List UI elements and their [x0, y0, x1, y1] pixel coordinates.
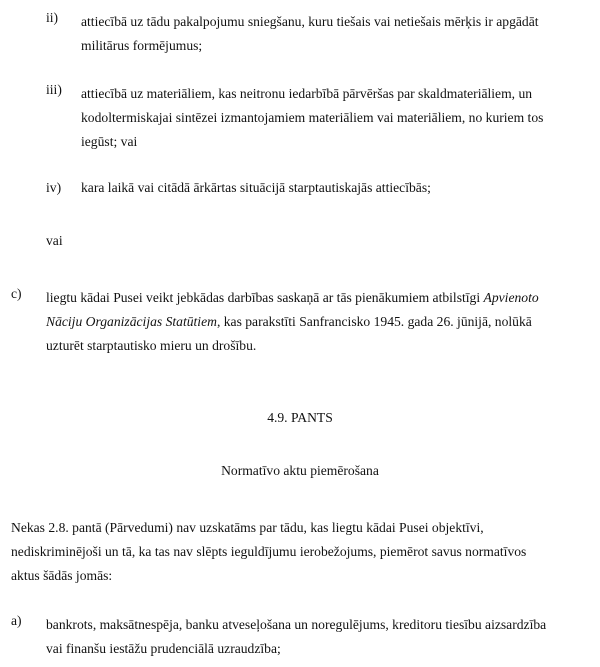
list-item-ii: [81, 10, 539, 58]
conjunction-vai: vai: [46, 233, 63, 248]
intro-line3: aktus šādās jomās:: [11, 568, 113, 583]
intro-line2: nediskriminējoši un tā, ka tas nav slēpts ieguldījumu ierobežojums, piemērot savus normatīvos: [11, 544, 527, 559]
intro-paragraph: [11, 516, 526, 588]
section-subheading: Normatīvo aktu piemērošana: [221, 463, 379, 478]
list-item-ii-line1: attiecībā uz tādu pakalpojumu sniegšanu, kuru tiešais vai netiešais mērķis ir apgādāt: [81, 14, 539, 29]
list-label-a: a): [11, 613, 22, 628]
list-item-c-line1-italic: Apvienoto: [483, 290, 539, 305]
list-label-ii: ii): [46, 10, 59, 25]
list-item-iii-line2: kodoltermiskajai sintēzei izmantojamiem materiāliem vai materiāliem, no kuriem tos: [81, 110, 544, 125]
list-item-ii-line2: militārus formējumus;: [81, 38, 203, 53]
list-item-iii-line3: iegūst; vai: [81, 134, 138, 149]
list-item-c-line1: [46, 286, 539, 310]
list-item-iii-line1: attiecībā uz materiāliem, kas neitronu iedarbībā pārvēršas par skaldmateriāliem, un: [81, 86, 533, 101]
intro-line1: Nekas 2.8. pantā (Pārvedumi) nav uzskatāms par tādu, kas liegtu kādai Pusei objektīvi,: [11, 520, 484, 535]
list-item-c-line3: uzturēt starptautisko mieru un drošību.: [46, 338, 257, 353]
list-item-c-line2-text: , kas parakstīti Sanfrancisko 1945. gada 26. jūnijā, nolūkā: [216, 314, 532, 329]
list-item-c-line2: [46, 310, 539, 334]
list-item-c-line2-italic: Nāciju Organizācijas Statūtiem: [46, 314, 217, 329]
list-item-c-line1-text: liegtu kādai Pusei veikt jebkādas darbības saskaņā ar tās pienākumiem atbilstīgi: [46, 290, 484, 305]
list-label-iii: iii): [46, 82, 62, 97]
list-item-a: [46, 613, 546, 661]
list-item-iii: [81, 82, 543, 154]
list-item-iv: kara laikā vai citādā ārkārtas situācijā starptautiskajās attiecībās;: [81, 180, 431, 195]
list-label-iv: iv): [46, 180, 62, 195]
list-label-c: c): [11, 286, 22, 301]
section-heading: 4.9. PANTS: [267, 410, 333, 425]
list-item-c: [46, 286, 539, 358]
list-item-a-line2: vai finanšu iestāžu prudenciālā uzraudzība;: [46, 641, 281, 656]
list-item-a-line1: bankrots, maksātnespēja, banku atveseļošana un noregulējums, kreditoru tiesību aizsardzība: [46, 617, 547, 632]
